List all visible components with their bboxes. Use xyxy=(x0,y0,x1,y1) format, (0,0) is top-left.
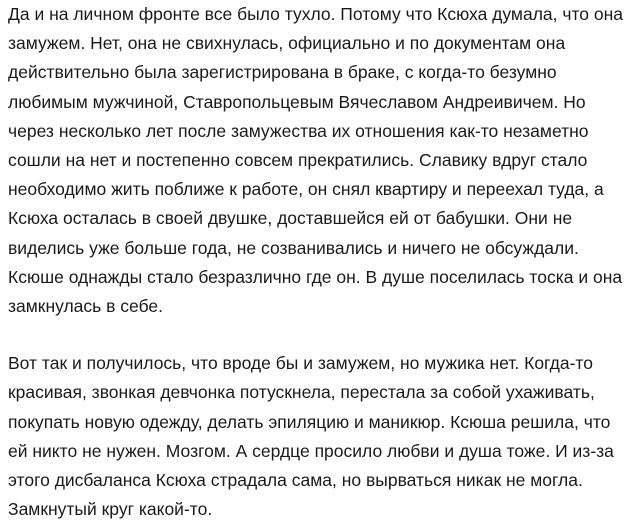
paragraph-1 xyxy=(8,0,626,321)
text-line: Ксюше однажды стало безразлично где он. В душе поселилась тоска и она xyxy=(8,266,623,287)
text-line: покупать новую одежду, делать эпиляцию и маникюр. Ксюша решила, что xyxy=(8,411,611,432)
text-line: любимым мужчиной, Ставропольцевым Вячеславом Андреивичем. Но xyxy=(8,91,586,112)
text-line: красивая, звонкая девчонка потускнела, перестала за собой ухаживать, xyxy=(8,382,595,403)
text-line: Да и на личном фронте все было тухло. Потому что Ксюха думала, что она xyxy=(8,4,624,24)
text-line: Замкнутый круг какой-то. xyxy=(8,499,213,520)
text-line: ей никто не нужен. Мозгом. А сердце просило любви и душа тоже. И из-за xyxy=(8,440,614,461)
paragraph-2 xyxy=(8,349,626,524)
text-line: виделись уже больше года, не созванивались и ничего не обсуждали. xyxy=(8,237,579,258)
article-body xyxy=(8,0,626,524)
text-line: через несколько лет после замужества их отношения как-то незаметно xyxy=(8,120,589,141)
text-line: замужем. Нет, она не свихнулась, официально и по документам она xyxy=(8,33,566,54)
text-line: Ксюха осталась в своей двушке, доставшейся ей от бабушки. Они не xyxy=(8,208,573,229)
text-line: Вот так и получилось, что вроде бы и замужем, но мужика нет. Когда-то xyxy=(8,353,593,374)
text-line: замкнулась в себе. xyxy=(8,296,164,317)
text-line: сошли на нет и постепенно совсем прекратились. Славику вдруг стало xyxy=(8,150,588,171)
text-line: действительно была зарегистрирована в браке, с когда-то безумно xyxy=(8,62,557,83)
text-line: этого дисбаланса Ксюха страдала сама, но вырваться никак не могла. xyxy=(8,470,583,491)
text-line: необходимо жить поближе к работе, он снял квартиру и переехал туда, а xyxy=(8,179,604,200)
